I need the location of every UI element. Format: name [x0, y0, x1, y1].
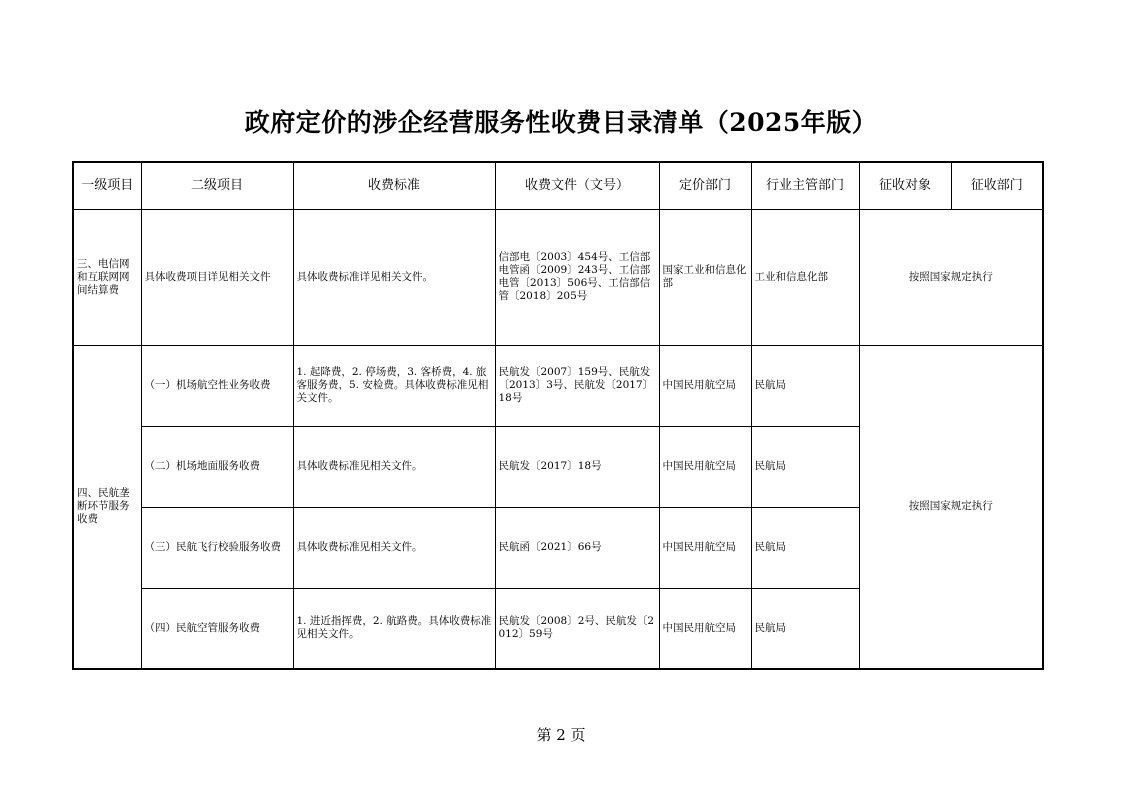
level2-cell: （三）民航飞行校验服务收费	[141, 507, 293, 588]
document-cell: 民航函〔2021〕66号	[495, 507, 659, 588]
pricing-dept-cell: 中国民用航空局	[659, 426, 751, 507]
table-header-row	[73, 162, 1043, 209]
header-standard: 收费标准	[293, 162, 495, 209]
header-pricing-dept: 定价部门	[659, 162, 751, 209]
header-collector: 征收部门	[951, 162, 1043, 209]
page-title: 政府定价的涉企经营服务性收费目录清单（2025年版）	[244, 108, 878, 137]
industry-dept-cell: 民航局	[751, 426, 859, 507]
level2-cell: 具体收费项目详见相关文件	[141, 209, 293, 345]
level1-cell: 四、民航垄断环节服务收费	[73, 345, 141, 669]
fee-catalog-table	[72, 161, 1044, 670]
document-cell: 民航发〔2008〕2号、民航发〔2012〕59号	[495, 588, 659, 669]
standard-cell: 具体收费标准见相关文件。	[293, 426, 495, 507]
merged-note-cell: 按照国家规定执行	[859, 345, 1043, 669]
header-document: 收费文件（文号）	[495, 162, 659, 209]
header-level1: 一级项目	[73, 162, 141, 209]
header-target: 征收对象	[859, 162, 951, 209]
level2-cell: （二）机场地面服务收费	[141, 426, 293, 507]
level2-cell: （四）民航空管服务收费	[141, 588, 293, 669]
pricing-dept-cell: 中国民用航空局	[659, 507, 751, 588]
merged-note-cell: 按照国家规定执行	[859, 209, 1043, 345]
pricing-dept-cell: 国家工业和信息化部	[659, 209, 751, 345]
document-cell: 信部电〔2003〕454号、工信部电管函〔2009〕243号、工信部电管〔2013〕506号、工信部信管〔2018〕205号	[495, 209, 659, 345]
industry-dept-cell: 民航局	[751, 345, 859, 426]
industry-dept-cell: 工业和信息化部	[751, 209, 859, 345]
standard-cell: 具体收费标准详见相关文件。	[293, 209, 495, 345]
industry-dept-cell: 民航局	[751, 588, 859, 669]
table-row	[73, 345, 1043, 426]
level2-cell: （一）机场航空性业务收费	[141, 345, 293, 426]
industry-dept-cell: 民航局	[751, 507, 859, 588]
header-industry-dept: 行业主管部门	[751, 162, 859, 209]
pricing-dept-cell: 中国民用航空局	[659, 345, 751, 426]
standard-cell: 1. 进近指挥费，2. 航路费。具体收费标准见相关文件。	[293, 588, 495, 669]
standard-cell: 1. 起降费，2. 停场费，3. 客桥费，4. 旅客服务费，5. 安检费。具体收费标准见相关文件。	[293, 345, 495, 426]
level1-cell: 三、电信网和互联网网间结算费	[73, 209, 141, 345]
pricing-dept-cell: 中国民用航空局	[659, 588, 751, 669]
header-level2: 二级项目	[141, 162, 293, 209]
table-row	[73, 209, 1043, 345]
page-number: 第 2 页	[536, 726, 586, 744]
standard-cell: 具体收费标准见相关文件。	[293, 507, 495, 588]
document-cell: 民航发〔2017〕18号	[495, 426, 659, 507]
document-cell: 民航发〔2007〕159号、民航发〔2013〕3号、民航发〔2017〕18号	[495, 345, 659, 426]
